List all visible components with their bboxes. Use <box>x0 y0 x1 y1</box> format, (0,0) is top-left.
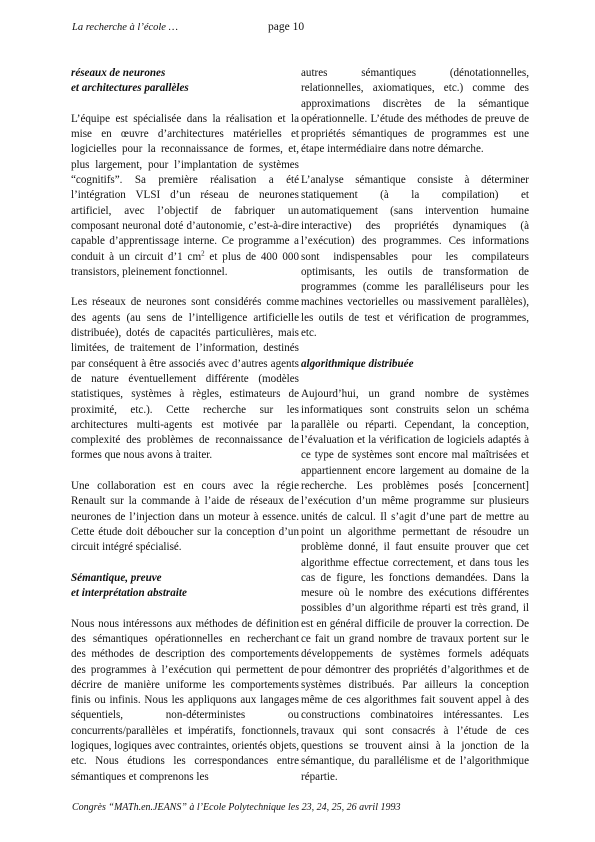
section-title-line: et interprétation abstraite <box>71 587 187 600</box>
paragraph: Aujourd’hui, un grand nombre de systèmes informatiques sont construits selon un schéma parallèle ou réparti. Cependant, la conception, l’évaluation et la vérification de logiciels adaptés à ce type de systèmes sont encore mal maîtrisées et appartiennent encore largement au domaine de la recherche. Les problèmes posés [concernent] l’exécution d’un même programme sur plusieurs unités de calcul. Il s’agit d’une part de mettre au point un algorithme permettant de résoudre un problème donné, il faut ensuite prouver que cet algorithme effectue correctement, et dans tous les cas de figure, les fonctions demandées. Dans la mesure où le nombre des exécutions différentes possibles d’un algorithme réparti est très grand, il est en général difficile de prouver la correction. De ce fait un grand nombre de travaux portent sur le développements de systèmes formels adéquats pour démontrer des propriétés d’algorithmes et de systèmes distribués. Par ailleurs la conception même de ces algorithmes fait souvent appel à des constructions combinatoires intéressantes. Les travaux qui sont consacrés à l’étude de ces questions se trouvent ainsi à la jonction de la sémantique, du parallélisme et de l’algorithmique répartie. <box>301 388 529 783</box>
superscript: 2 <box>201 248 205 257</box>
page-footer: Congrès “MATh.en.JEANS” à l’Ecole Polytechnique les 23, 24, 25, 26 avril 1993 <box>72 802 401 813</box>
paragraph: Une collaboration est en cours avec la régie Renault sur la commande à l’aide de réseaux de neurones de l’injection dans un moteur à essence. Cette étude doit déboucher sur la conception d’un circuit intégré spécialisé. <box>71 480 299 554</box>
paragraph-text: et plus de 400 000 transistors, pleinement fonctionnel. <box>71 250 299 278</box>
paragraph: autres sémantiques (dénotationnelles, relationnelles, axiomatiques, etc.) comme des approximations discrètes de la sémantique opérationnelle. L’étude des méthodes de preuve de propriétés sémantiques de programmes est une étape intermédiaire dans notre démarche. <box>301 67 529 156</box>
right-column <box>301 66 529 800</box>
section-title-neural-networks <box>71 66 299 97</box>
paragraph: Nous nous intéressons aux méthodes de définition des sémantiques opérationnelles en recherchant des méthodes de description des comportements des programmes à l’exécution qui permettent de décrire de manière uniforme les comportements finis ou infinis. Nous les appliquons aux langages séquentiels, non-déterministes ou concurrents/parallèles et impératifs, fonctionnels, logiques, logiques avec contraintes, orientés objets, etc. Nous étudions les correspondances entre sémantiques et comprenons les <box>71 617 299 783</box>
paragraph: L’analyse sémantique consiste à déterminer statiquement (à la compilation) et automatiquement (sans intervention humaine interactive) des propriétés dynamiques (à l’exécution) des programmes. Ces informations sont indispensables pour les compilateurs optimisants, les outils de transformation de programmes (comme les paralléliseurs pour les machines vectorielles ou massivement parallèles), les outils de test et vérification de programmes, etc. <box>301 174 529 340</box>
page-number: page 10 <box>268 21 305 33</box>
section-title-line: et architectures parallèles <box>71 82 189 95</box>
section-title-semantics <box>71 571 299 602</box>
paragraph <box>71 112 299 280</box>
left-column <box>71 66 299 800</box>
section-title-distributed-algorithms <box>301 357 529 372</box>
running-header: La recherche à l’école … <box>72 22 178 33</box>
section-title-line: Sémantique, preuve <box>71 571 162 584</box>
paragraph: Les réseaux de neurones sont considérés comme des agents (au sens de l’intelligence artificielle distribuée), dotés de capacités particulières, mais limitées, de traitement de l’information, destinés par conséquent à être associés avec d’autres agents de nature éventuellement différente (modèles statistiques, systèmes à règles, estimateurs de proximité, etc.). Cette recherche sur les architectures multi-agents est motivée par la complexité des problèmes de reconnaissance de formes que nous avons à traiter. <box>71 296 299 462</box>
section-title-line: algorithmique distribuée <box>301 357 414 370</box>
paragraph-text: L’équipe est spécialisée dans la réalisation et la mise en œuvre d’architectures matérielles et logicielles pour la reconnaissance de formes, et, plus largement, pour l’implantation de systèmes “cognitifs”. Sa première réalisation a été l’intégration VLSI d’un réseau de neurones artificiel, avec l’objectif de fabriquer un composant neuronal doté d’autonomie, c’est-à-dire capable d’apprentissage interne. Ce programme a conduit à un circuit d’1 cm <box>71 112 299 263</box>
section-title-line: réseaux de neurones <box>71 67 166 79</box>
